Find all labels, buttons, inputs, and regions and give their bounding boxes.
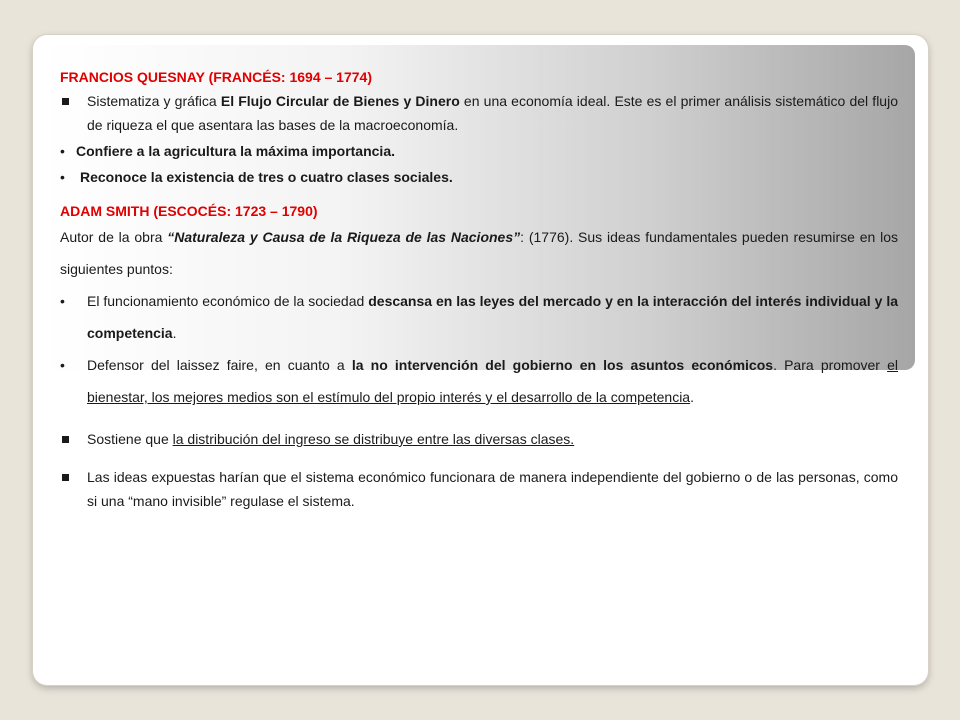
text: El funcionamiento económico de la sociedad bbox=[87, 293, 369, 309]
quesnay-point-flujo bbox=[60, 89, 898, 137]
bold-text: Confiere a la agricultura la máxima importancia. bbox=[76, 143, 395, 159]
text: Sistematiza y gráfica bbox=[87, 93, 221, 109]
text: Sostiene que bbox=[87, 431, 173, 447]
square-bullet-icon bbox=[62, 474, 69, 481]
round-bullet-icon: • bbox=[60, 143, 65, 159]
bold-text: descansa en las leyes del mercado y en la interacción del interés individual y la competencia bbox=[87, 293, 899, 341]
round-bullet-icon: • bbox=[60, 169, 65, 185]
bold-text: la no intervención del gobierno en los asuntos económicos bbox=[351, 357, 774, 373]
quesnay-point-agricultura bbox=[60, 139, 898, 163]
round-bullet-icon: • bbox=[60, 357, 65, 373]
smith-point-laissez-faire bbox=[60, 349, 898, 413]
text: Autor de la obra bbox=[60, 229, 168, 245]
smith-point-distribucion bbox=[60, 427, 898, 451]
bold-text: El Flujo Circular de Bienes y Dinero bbox=[220, 93, 460, 109]
smith-point-mano-invisible bbox=[60, 465, 898, 513]
smith-heading: ADAM SMITH (ESCOCÉS: 1723 – 1790) bbox=[60, 203, 318, 219]
text: . Para promover bbox=[773, 357, 888, 373]
quesnay-heading: FRANCIOS QUESNAY (FRANCÉS: 1694 – 1774) bbox=[60, 69, 372, 85]
bold-text: Reconoce la existencia de tres o cuatro clases sociales. bbox=[80, 169, 453, 185]
text: Las ideas expuestas harían que el sistema económico funcionara de manera independiente del gobierno o de las personas, como si una “mano invisible” regulase el sistema. bbox=[87, 469, 898, 509]
text: : (1776). Sus ideas fundamentales pueden resumirse en los siguientes puntos: bbox=[60, 229, 899, 277]
smith-point-mercado bbox=[60, 285, 898, 349]
text: . bbox=[690, 389, 694, 405]
slide bbox=[33, 35, 928, 685]
book-title: “Naturaleza y Causa de la Riqueza de las Naciones” bbox=[167, 229, 521, 245]
smith-intro bbox=[60, 221, 898, 285]
round-bullet-icon: • bbox=[60, 293, 65, 309]
slide-content bbox=[60, 65, 898, 513]
text: en una economía ideal. Este es el primer análisis sistemático del flujo de riqueza el que asentara las bases de la macroeconomía. bbox=[87, 93, 898, 133]
text: . bbox=[172, 325, 177, 341]
square-bullet-icon bbox=[62, 436, 69, 443]
quesnay-point-clases bbox=[60, 165, 898, 189]
square-bullet-icon bbox=[62, 98, 69, 105]
underlined-text: la distribución del ingreso se distribuye entre las diversas clases. bbox=[172, 431, 575, 447]
text: Defensor del laissez faire, en cuanto a bbox=[87, 357, 352, 373]
underlined-text: el bienestar, los mejores medios son el estímulo del propio interés y el desarrollo de la competencia bbox=[87, 357, 898, 405]
